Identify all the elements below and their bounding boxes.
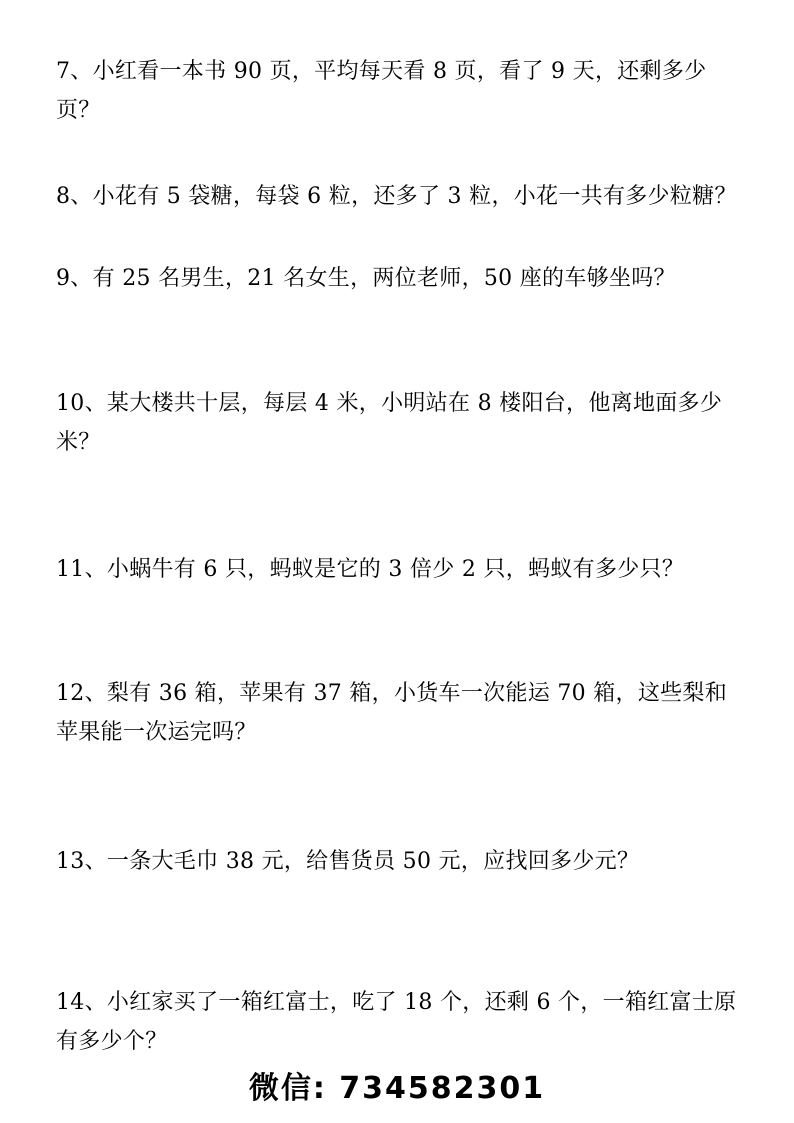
problem-10: 10、某大楼共十层，每层 4 米，小明站在 8 楼阳台，他离地面多少米？ xyxy=(56,391,723,455)
problem-13: 13、一条大毛巾 38 元，给售货员 50 元，应找回多少元？ xyxy=(56,849,640,874)
problem-8: 8、小花有 5 袋糖，每袋 6 粒，还多了 3 粒，小花一共有多少粒糖？ xyxy=(56,184,737,209)
problem-9: 9、有 25 名男生，21 名女生，两位老师，50 座的车够坐吗？ xyxy=(56,266,676,291)
wechat-contact: 微信: 734582301 xyxy=(248,1071,546,1106)
problem-11: 11、小蜗牛有 6 只，蚂蚁是它的 3 倍少 2 只，蚂蚁有多少只？ xyxy=(56,557,685,582)
problem-12: 12、梨有 36 箱，苹果有 37 箱，小货车一次能运 70 箱，这些梨和苹果能一次运完吗？ xyxy=(56,681,728,745)
problem-7: 7、小红看一本书 90 页，平均每天看 8 页，看了 9 天，还剩多少页？ xyxy=(56,59,707,123)
problem-14: 14、小红家买了一箱红富士，吃了 18 个，还剩 6 个，一箱红富士原有多少个？ xyxy=(56,990,737,1054)
